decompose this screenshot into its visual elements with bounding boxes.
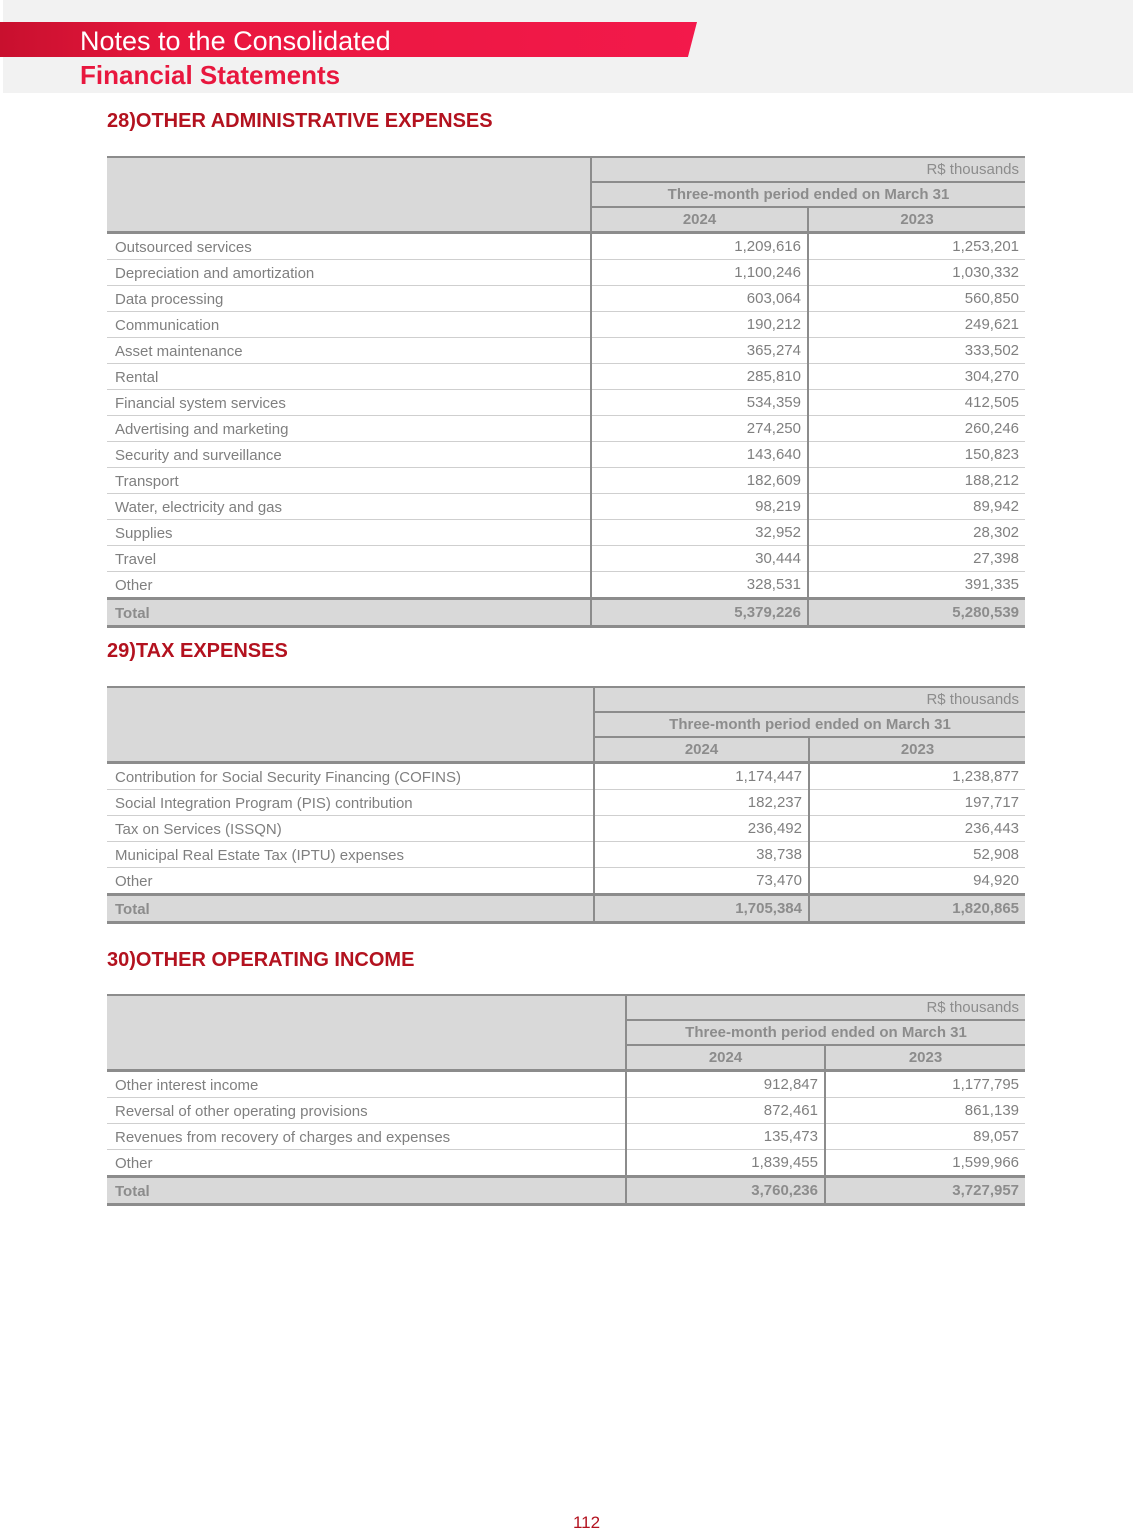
table-row <box>107 416 1025 442</box>
row-value-2024: 1,174,447 <box>594 763 809 790</box>
total-2023: 1,820,865 <box>809 895 1025 923</box>
table-row <box>107 1124 1025 1150</box>
row-value-2023: 28,302 <box>808 520 1025 546</box>
row-label: Data processing <box>107 286 591 312</box>
year-header-2023: 2023 <box>825 1045 1025 1071</box>
row-value-2024: 32,952 <box>591 520 808 546</box>
row-label: Municipal Real Estate Tax (IPTU) expenses <box>107 842 594 868</box>
period-label: Three-month period ended on March 31 <box>626 1020 1025 1045</box>
section-title-29: 29)TAX EXPENSES <box>107 640 288 662</box>
row-value-2023: 27,398 <box>808 546 1025 572</box>
table-row <box>107 442 1025 468</box>
table-row <box>107 816 1025 842</box>
table-row <box>107 468 1025 494</box>
total-row <box>107 599 1025 627</box>
row-value-2024: 365,274 <box>591 338 808 364</box>
row-value-2024: 98,219 <box>591 494 808 520</box>
row-value-2024: 182,237 <box>594 790 809 816</box>
row-label: Depreciation and amortization <box>107 260 591 286</box>
row-value-2024: 73,470 <box>594 868 809 895</box>
year-header-2023: 2023 <box>808 207 1025 233</box>
row-value-2023: 89,057 <box>825 1124 1025 1150</box>
row-value-2023: 1,030,332 <box>808 260 1025 286</box>
row-value-2024: 190,212 <box>591 312 808 338</box>
total-2024: 5,379,226 <box>591 599 808 627</box>
row-label: Other <box>107 572 591 599</box>
year-header-2024: 2024 <box>626 1045 825 1071</box>
total-label: Total <box>107 599 591 627</box>
row-value-2023: 1,599,966 <box>825 1150 1025 1177</box>
total-label: Total <box>107 895 594 923</box>
row-value-2023: 188,212 <box>808 468 1025 494</box>
row-label: Outsourced services <box>107 233 591 260</box>
header-blank-cell <box>107 995 626 1071</box>
table-row <box>107 1071 1025 1098</box>
row-label: Travel <box>107 546 591 572</box>
table-other-operating-income <box>107 994 1025 1206</box>
table-row <box>107 390 1025 416</box>
header-blank-cell <box>107 157 591 233</box>
table-row <box>107 520 1025 546</box>
table-other-admin-expenses <box>107 156 1025 628</box>
row-label: Water, electricity and gas <box>107 494 591 520</box>
header-blank-cell <box>107 687 594 763</box>
row-label: Other interest income <box>107 1071 626 1098</box>
row-value-2023: 304,270 <box>808 364 1025 390</box>
period-label: Three-month period ended on March 31 <box>594 712 1025 737</box>
row-value-2023: 412,505 <box>808 390 1025 416</box>
row-label: Supplies <box>107 520 591 546</box>
row-value-2023: 861,139 <box>825 1098 1025 1124</box>
row-label: Social Integration Program (PIS) contribution <box>107 790 594 816</box>
row-value-2024: 1,209,616 <box>591 233 808 260</box>
row-value-2023: 1,177,795 <box>825 1071 1025 1098</box>
section-title-30: 30)OTHER OPERATING INCOME <box>107 949 415 971</box>
row-value-2024: 143,640 <box>591 442 808 468</box>
row-label: Communication <box>107 312 591 338</box>
row-value-2024: 912,847 <box>626 1071 825 1098</box>
row-label: Advertising and marketing <box>107 416 591 442</box>
row-label: Transport <box>107 468 591 494</box>
row-value-2023: 249,621 <box>808 312 1025 338</box>
row-value-2024: 182,609 <box>591 468 808 494</box>
row-value-2023: 52,908 <box>809 842 1025 868</box>
unit-label: R$ thousands <box>626 995 1025 1020</box>
table-row <box>107 494 1025 520</box>
section-title-28: 28)OTHER ADMINISTRATIVE EXPENSES <box>107 110 493 132</box>
total-2023: 3,727,957 <box>825 1177 1025 1205</box>
row-label: Financial system services <box>107 390 591 416</box>
row-value-2024: 285,810 <box>591 364 808 390</box>
header-title-line1: Notes to the Consolidated <box>80 26 391 56</box>
row-value-2024: 872,461 <box>626 1098 825 1124</box>
table-row <box>107 260 1025 286</box>
row-value-2023: 94,920 <box>809 868 1025 895</box>
row-value-2024: 328,531 <box>591 572 808 599</box>
table-row <box>107 233 1025 260</box>
unit-label: R$ thousands <box>594 687 1025 712</box>
row-label: Reversal of other operating provisions <box>107 1098 626 1124</box>
total-row <box>107 1177 1025 1205</box>
row-value-2023: 1,238,877 <box>809 763 1025 790</box>
table-row <box>107 364 1025 390</box>
table-tax-expenses <box>107 686 1025 924</box>
row-value-2023: 391,335 <box>808 572 1025 599</box>
row-label: Security and surveillance <box>107 442 591 468</box>
period-label: Three-month period ended on March 31 <box>591 182 1025 207</box>
table-row <box>107 842 1025 868</box>
total-row <box>107 895 1025 923</box>
row-value-2023: 1,253,201 <box>808 233 1025 260</box>
year-header-2023: 2023 <box>809 737 1025 763</box>
row-value-2023: 333,502 <box>808 338 1025 364</box>
table-row <box>107 572 1025 599</box>
row-value-2024: 135,473 <box>626 1124 825 1150</box>
row-value-2023: 197,717 <box>809 790 1025 816</box>
row-label: Rental <box>107 364 591 390</box>
row-value-2024: 534,359 <box>591 390 808 416</box>
table-row <box>107 286 1025 312</box>
unit-label: R$ thousands <box>591 157 1025 182</box>
row-value-2024: 274,250 <box>591 416 808 442</box>
row-value-2023: 89,942 <box>808 494 1025 520</box>
row-value-2023: 150,823 <box>808 442 1025 468</box>
row-label: Other <box>107 1150 626 1177</box>
year-header-2024: 2024 <box>594 737 809 763</box>
row-value-2024: 1,100,246 <box>591 260 808 286</box>
table-row <box>107 546 1025 572</box>
row-value-2023: 260,246 <box>808 416 1025 442</box>
row-value-2024: 1,839,455 <box>626 1150 825 1177</box>
table-row <box>107 312 1025 338</box>
header-title-line2: Financial Statements <box>80 60 341 90</box>
year-header-2024: 2024 <box>591 207 808 233</box>
row-value-2023: 560,850 <box>808 286 1025 312</box>
total-2024: 1,705,384 <box>594 895 809 923</box>
page-number: 112 <box>572 1513 601 1532</box>
table-row <box>107 1098 1025 1124</box>
total-2024: 3,760,236 <box>626 1177 825 1205</box>
table-row <box>107 1150 1025 1177</box>
row-value-2023: 236,443 <box>809 816 1025 842</box>
row-value-2024: 38,738 <box>594 842 809 868</box>
total-label: Total <box>107 1177 626 1205</box>
row-label: Asset maintenance <box>107 338 591 364</box>
total-2023: 5,280,539 <box>808 599 1025 627</box>
table-row <box>107 868 1025 895</box>
table-row <box>107 763 1025 790</box>
table-row <box>107 338 1025 364</box>
row-label: Revenues from recovery of charges and expenses <box>107 1124 626 1150</box>
row-value-2024: 236,492 <box>594 816 809 842</box>
row-label: Other <box>107 868 594 895</box>
row-value-2024: 30,444 <box>591 546 808 572</box>
row-label: Tax on Services (ISSQN) <box>107 816 594 842</box>
table-row <box>107 790 1025 816</box>
row-value-2024: 603,064 <box>591 286 808 312</box>
row-label: Contribution for Social Security Financing (COFINS) <box>107 763 594 790</box>
